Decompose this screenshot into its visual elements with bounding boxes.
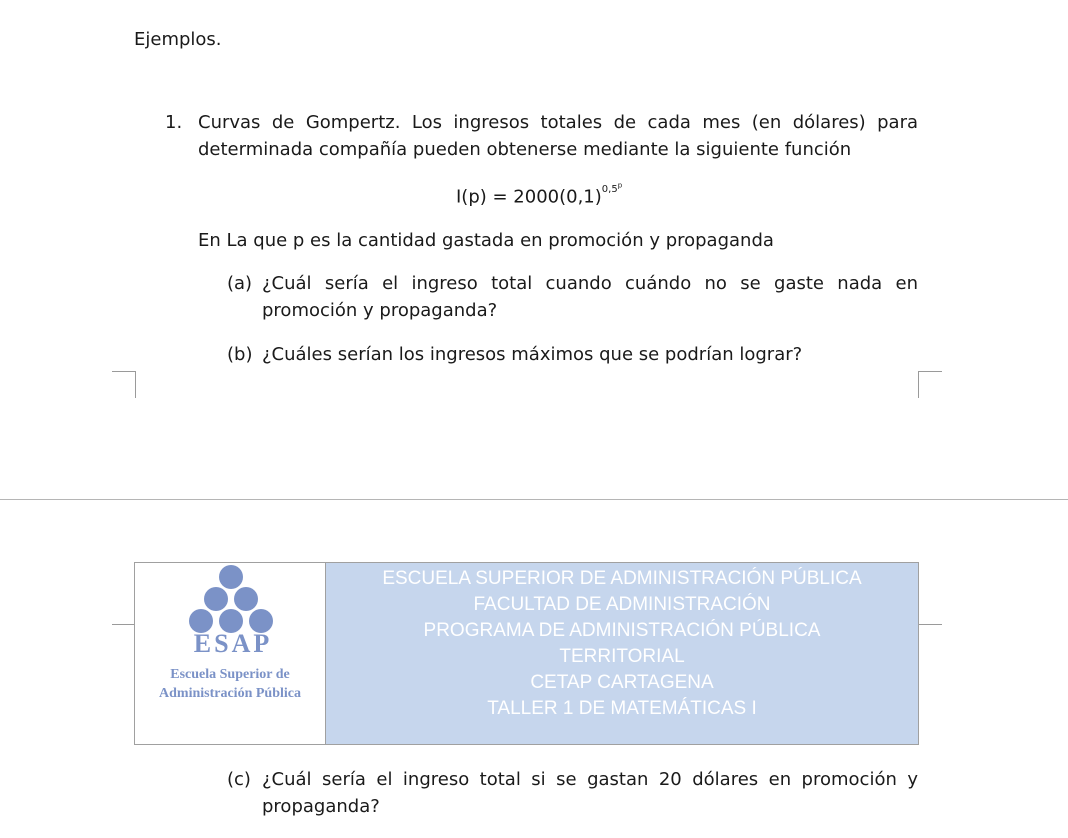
item-text-line1: Curvas de Gompertz. Los ingresos totales de cada mes (en dólares) para xyxy=(198,112,918,133)
header-line: FACULTAD DE ADMINISTRACIÓN xyxy=(473,594,771,615)
margin-mark xyxy=(135,371,136,398)
margin-mark xyxy=(918,371,942,372)
question-c-label: (c) xyxy=(227,769,251,790)
question-c-line1: ¿Cuál sería el ingreso total si se gastan 20 dólares en promoción y xyxy=(262,769,918,790)
formula xyxy=(456,182,622,207)
esap-logo xyxy=(135,563,326,744)
item-number: 1. xyxy=(165,112,183,133)
formula-base: I(p) = 2000(0,1) xyxy=(456,186,602,208)
question-a-label: (a) xyxy=(227,273,253,294)
logo-letters: ESAP xyxy=(193,629,273,658)
formula-exponent: 0,5 xyxy=(601,184,618,196)
header-line: PROGRAMA DE ADMINISTRACIÓN PÚBLICA xyxy=(423,620,821,641)
document-header-table xyxy=(134,562,919,745)
margin-mark xyxy=(112,371,135,372)
header-line: ESCUELA SUPERIOR DE ADMINISTRACIÓN PÚBLICA xyxy=(382,568,862,589)
header-line: CETAP CARTAGENA xyxy=(530,672,714,693)
formula-exponent-power: p xyxy=(617,182,623,190)
header-info xyxy=(326,563,918,744)
header-line: TALLER 1 DE MATEMÁTICAS I xyxy=(487,698,757,719)
page-break-divider xyxy=(0,499,1068,500)
question-b-text: ¿Cuáles serían los ingresos máximos que se podrían lograr? xyxy=(262,344,803,365)
question-c-line2: propaganda? xyxy=(262,796,380,817)
item-text-line2: determinada compañía pueden obtenerse mediante la siguiente función xyxy=(198,139,852,160)
context-text: En La que p es la cantidad gastada en promoción y propaganda xyxy=(198,230,774,251)
logo-line1: Escuela Superior de xyxy=(170,667,290,682)
question-b-label: (b) xyxy=(227,344,253,365)
margin-mark xyxy=(112,624,135,625)
question-a-line2: promoción y propaganda? xyxy=(262,300,498,321)
logo-line2: Administración Pública xyxy=(159,686,301,701)
heading: Ejemplos. xyxy=(134,29,222,50)
header-line: TERRITORIAL xyxy=(559,646,685,667)
question-a-line1: ¿Cuál sería el ingreso total cuando cuándo no se gaste nada en xyxy=(262,273,918,294)
margin-mark xyxy=(918,371,919,398)
margin-mark xyxy=(918,624,942,625)
